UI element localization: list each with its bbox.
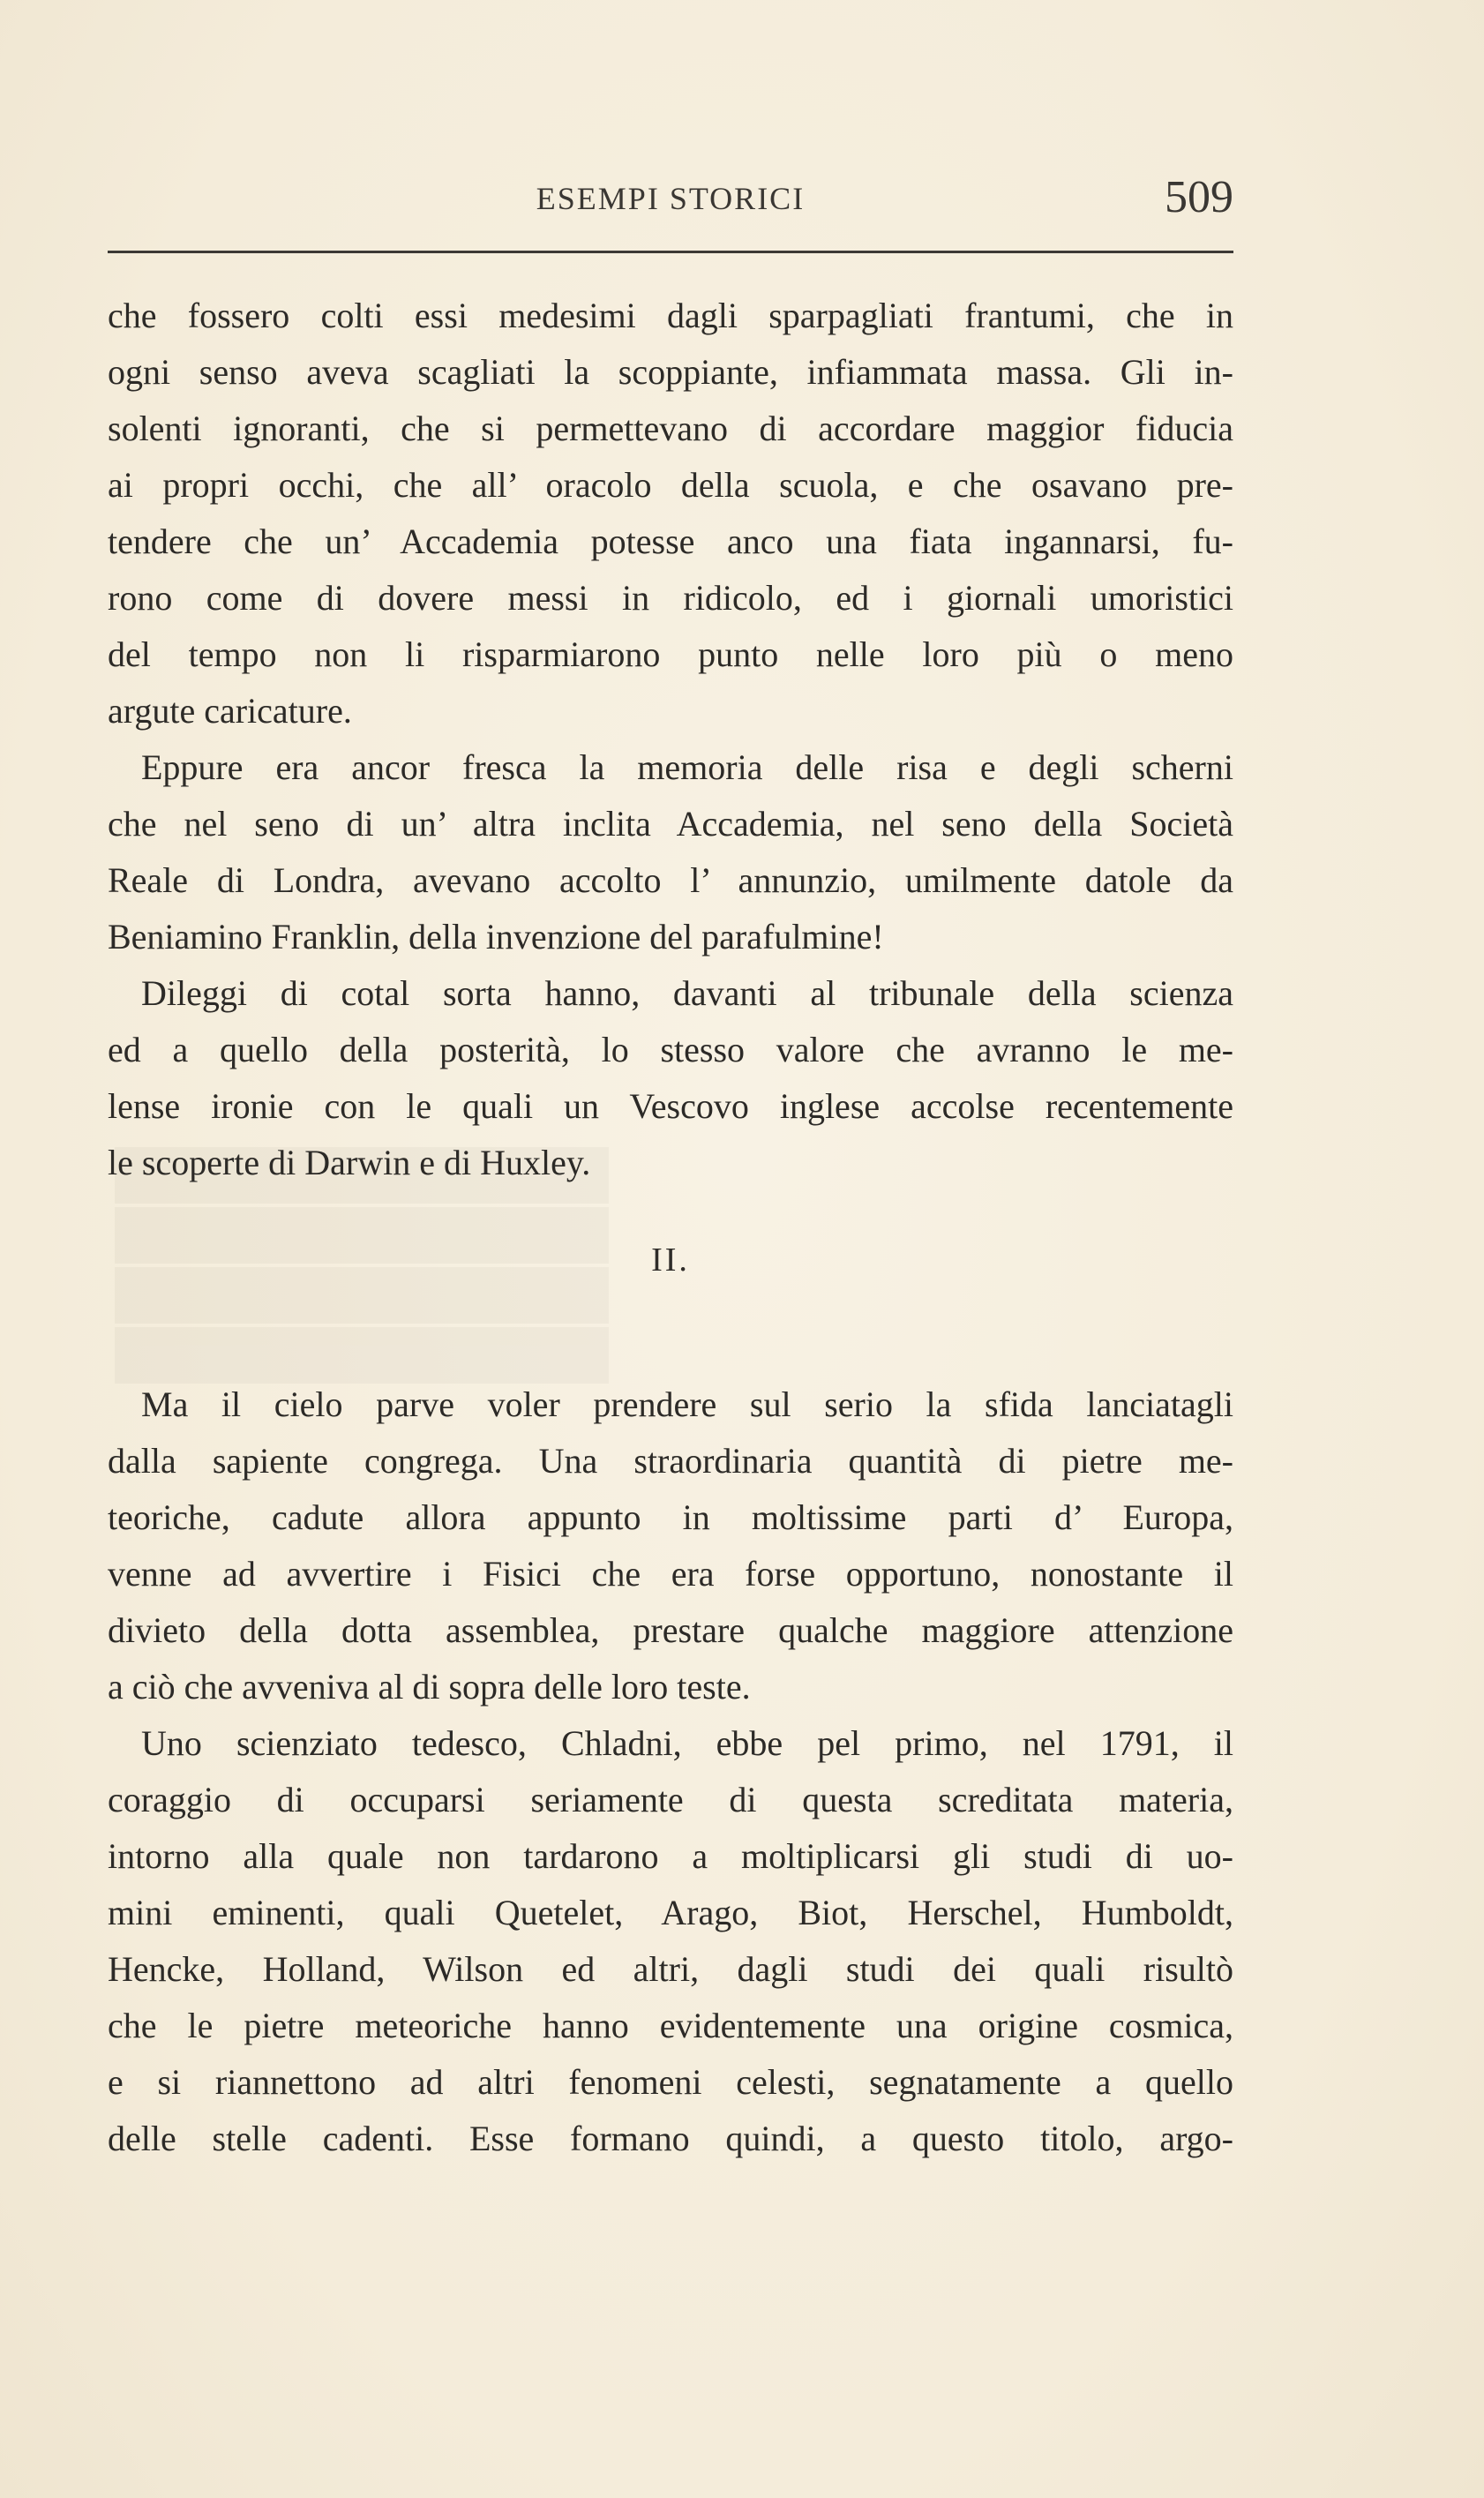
text-line: divieto della dotta assemblea, prestare qualche maggiore attenzione xyxy=(108,1610,1233,1650)
text-line: che fossero colti essi medesimi dagli sparpagliati frantumi, che in xyxy=(108,296,1233,335)
text-line: ogni senso aveva scagliati la scoppiante, infiammata massa. Gli in- xyxy=(108,352,1233,392)
paragraph xyxy=(108,1377,1233,1715)
text-line: Eppure era ancor fresca la memoria delle risa e degli scherni xyxy=(141,747,1233,787)
text-line: Dileggi di cotal sorta hanno, davanti al tribunale della scienza xyxy=(141,973,1233,1013)
text-line: Reale di Londra, avevano accolto l’ annunzio, umilmente datole da xyxy=(108,860,1233,900)
text-line: e si riannettono ad altri fenomeni celesti, segnatamente a quello xyxy=(108,2062,1233,2102)
text-line: dalla sapiente congrega. Una straordinaria quantità di pietre me- xyxy=(108,1441,1233,1481)
body-text-top xyxy=(108,288,1233,1191)
body-text-bottom xyxy=(108,1377,1233,2167)
paragraph xyxy=(108,965,1233,1191)
text-line: ed a quello della posterità, lo stesso valore che avranno le me- xyxy=(108,1030,1233,1069)
text-line: intorno alla quale non tardarono a moltiplicarsi gli studi di uo- xyxy=(108,1836,1233,1876)
text-line: argute caricature. xyxy=(108,691,352,731)
text-line: tendere che un’ Accademia potesse anco una fiata ingannarsi, fu- xyxy=(108,521,1233,561)
text-line: venne ad avvertire i Fisici che era forse opportuno, nonostante il xyxy=(108,1554,1233,1594)
text-line: Ma il cielo parve voler prendere sul serio la sfida lanciatagli xyxy=(141,1384,1233,1424)
paragraph xyxy=(108,1715,1233,2167)
page-header xyxy=(108,172,1233,229)
header-rule xyxy=(108,251,1233,253)
running-title: ESEMPI STORICI xyxy=(536,181,806,216)
text-line: coraggio di occuparsi seriamente di questa screditata materia, xyxy=(108,1780,1233,1819)
text-line: ai propri occhi, che all’ oracolo della scuola, e che osavano pre- xyxy=(108,465,1233,505)
section-heading: II. xyxy=(651,1241,690,1279)
text-line: che le pietre meteoriche hanno evidentemente una origine cosmica, xyxy=(108,2006,1233,2045)
text-line: rono come di dovere messi in ridicolo, ed i giornali umoristici xyxy=(108,578,1233,618)
page-number: 509 xyxy=(1165,172,1233,222)
text-line: mini eminenti, quali Quetelet, Arago, Biot, Herschel, Humboldt, xyxy=(108,1893,1233,1932)
text-line: delle stelle cadenti. Esse formano quindi, a questo titolo, argo- xyxy=(108,2119,1233,2158)
text-line: solenti ignoranti, che si permettevano di accordare maggior fiducia xyxy=(108,409,1233,448)
paragraph xyxy=(108,739,1233,965)
text-line: del tempo non li risparmiarono punto nelle loro più o meno xyxy=(108,634,1233,674)
text-line: teoriche, cadute allora appunto in moltissime parti d’ Europa, xyxy=(108,1497,1233,1537)
paragraph xyxy=(108,288,1233,739)
text-line: a ciò che avveniva al di sopra delle loro teste. xyxy=(108,1667,751,1707)
text-line: Beniamino Franklin, della invenzione del parafulmine! xyxy=(108,917,884,956)
text-line: lense ironie con le quali un Vescovo inglese accolse recentemente xyxy=(108,1086,1233,1126)
text-line: Hencke, Holland, Wilson ed altri, dagli studi dei quali risultò xyxy=(108,1949,1233,1989)
text-line: le scoperte di Darwin e di Huxley. xyxy=(108,1143,591,1182)
text-line: che nel seno di un’ altra inclita Accademia, nel seno della Società xyxy=(108,804,1233,844)
text-line: Uno scienziato tedesco, Chladni, ebbe pel primo, nel 1791, il xyxy=(141,1723,1233,1763)
